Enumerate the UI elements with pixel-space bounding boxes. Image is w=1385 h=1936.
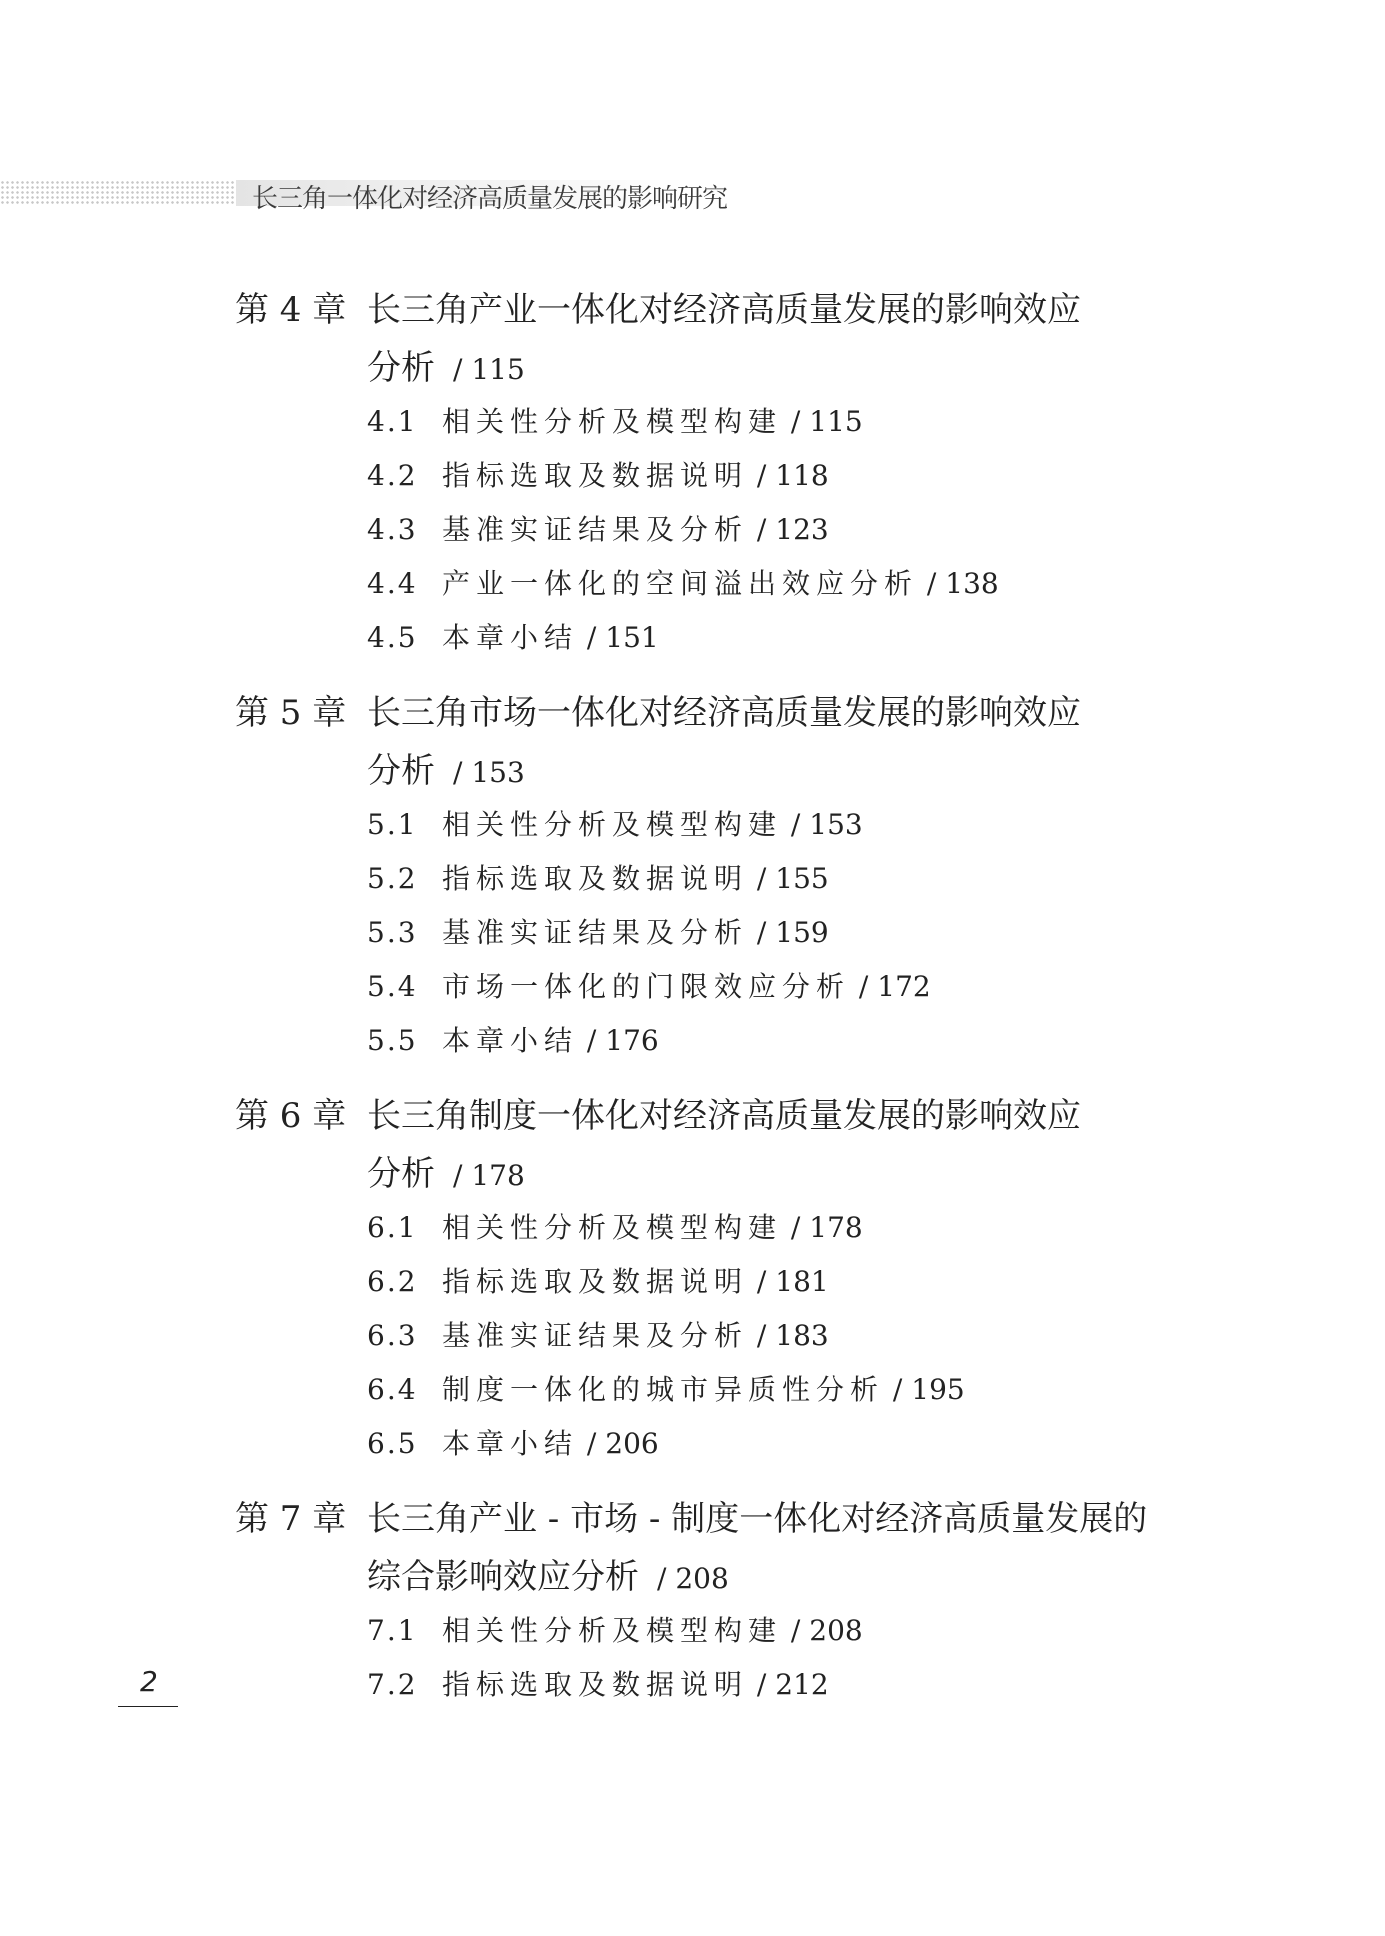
toc-entry[interactable]	[367, 1314, 829, 1354]
section-number: 6.1	[367, 1211, 418, 1244]
page-number-rule	[118, 1706, 178, 1707]
section-title: 指标选取及数据说明	[442, 1668, 749, 1701]
section-title: 本章小结	[442, 1024, 579, 1057]
toc-entry[interactable]	[367, 965, 931, 1005]
chapter-title[interactable]: 长三角制度一体化对经济高质量发展的影响效应	[367, 1096, 1081, 1136]
page-number: 2	[140, 1665, 158, 1698]
running-head: 长三角一体化对经济高质量发展的影响研究	[252, 184, 728, 214]
toc-entry[interactable]	[367, 454, 829, 494]
section-title: 制度一体化的城市异质性分析	[442, 1373, 885, 1406]
section-title: 本章小结	[442, 621, 579, 654]
section-title: 产业一体化的空间溢出效应分析	[442, 567, 919, 600]
section-page-ref: / 172	[858, 970, 931, 1003]
section-number: 4.1	[367, 405, 418, 438]
section-number: 5.2	[367, 862, 418, 895]
toc-entry[interactable]	[367, 1609, 863, 1649]
section-title: 相关性分析及模型构建	[442, 1211, 783, 1244]
chapter-label[interactable]: 第 6 章	[235, 1096, 347, 1136]
section-page-ref: / 178	[790, 1211, 863, 1244]
section-page-ref: / 159	[756, 916, 829, 949]
section-number: 7.2	[367, 1668, 418, 1701]
section-number: 6.5	[367, 1427, 418, 1460]
section-page-ref: / 176	[586, 1024, 659, 1057]
section-title: 指标选取及数据说明	[442, 862, 749, 895]
section-title: 基准实证结果及分析	[442, 513, 749, 546]
section-number: 6.2	[367, 1265, 418, 1298]
chapter-label[interactable]: 第 5 章	[235, 693, 347, 733]
section-number: 4.4	[367, 567, 418, 600]
chapter-label[interactable]: 第 4 章	[235, 290, 347, 330]
section-title: 本章小结	[442, 1427, 579, 1460]
section-title: 市场一体化的门限效应分析	[442, 970, 851, 1003]
section-number: 5.4	[367, 970, 418, 1003]
section-page-ref: / 181	[756, 1265, 829, 1298]
chapter-title[interactable]: 长三角市场一体化对经济高质量发展的影响效应	[367, 693, 1081, 733]
chapter-title-continued[interactable]: 分析 / 115	[367, 348, 525, 388]
chapter-title-continued[interactable]: 分析 / 153	[367, 751, 525, 791]
toc-entry[interactable]	[367, 1206, 863, 1246]
chapter-title[interactable]: 长三角产业一体化对经济高质量发展的影响效应	[367, 290, 1081, 330]
section-title: 相关性分析及模型构建	[442, 405, 783, 438]
section-number: 5.5	[367, 1024, 418, 1057]
section-number: 7.1	[367, 1614, 418, 1647]
section-title: 指标选取及数据说明	[442, 459, 749, 492]
toc-entry[interactable]	[367, 1368, 965, 1408]
section-number: 4.2	[367, 459, 418, 492]
section-page-ref: / 153	[790, 808, 863, 841]
chapter-label[interactable]: 第 7 章	[235, 1499, 347, 1539]
toc-entry[interactable]	[367, 616, 659, 656]
toc-entry[interactable]	[367, 1019, 659, 1059]
toc-entry[interactable]	[367, 803, 863, 843]
section-number: 6.4	[367, 1373, 418, 1406]
section-title: 基准实证结果及分析	[442, 916, 749, 949]
section-page-ref: / 115	[790, 405, 863, 438]
toc-entry[interactable]	[367, 562, 999, 602]
section-page-ref: / 206	[586, 1427, 659, 1460]
running-head-dot-band	[0, 180, 250, 206]
toc-entry[interactable]	[367, 400, 863, 440]
section-number: 5.1	[367, 808, 418, 841]
section-title: 基准实证结果及分析	[442, 1319, 749, 1352]
toc-entry[interactable]	[367, 1663, 829, 1703]
chapter-page-ref: / 115	[453, 353, 525, 386]
section-page-ref: / 123	[756, 513, 829, 546]
chapter-title-continued[interactable]: 分析 / 178	[367, 1154, 525, 1194]
section-page-ref: / 138	[926, 567, 999, 600]
section-page-ref: / 151	[586, 621, 659, 654]
chapter-title[interactable]: 长三角产业 - 市场 - 制度一体化对经济高质量发展的	[367, 1499, 1148, 1539]
section-page-ref: / 195	[892, 1373, 965, 1406]
section-number: 4.3	[367, 513, 418, 546]
toc-entry[interactable]	[367, 1260, 829, 1300]
section-number: 6.3	[367, 1319, 418, 1352]
chapter-title-continued[interactable]: 综合影响效应分析 / 208	[367, 1557, 729, 1597]
toc-entry[interactable]	[367, 508, 829, 548]
section-number: 4.5	[367, 621, 418, 654]
section-page-ref: / 208	[790, 1614, 863, 1647]
section-number: 5.3	[367, 916, 418, 949]
toc-entry[interactable]	[367, 857, 829, 897]
section-title: 相关性分析及模型构建	[442, 808, 783, 841]
toc-entry[interactable]	[367, 1422, 659, 1462]
chapter-page-ref: / 178	[453, 1159, 525, 1192]
section-page-ref: / 155	[756, 862, 829, 895]
section-page-ref: / 212	[756, 1668, 829, 1701]
section-title: 相关性分析及模型构建	[442, 1614, 783, 1647]
chapter-page-ref: / 208	[657, 1562, 729, 1595]
section-page-ref: / 183	[756, 1319, 829, 1352]
chapter-page-ref: / 153	[453, 756, 525, 789]
section-page-ref: / 118	[756, 459, 829, 492]
section-title: 指标选取及数据说明	[442, 1265, 749, 1298]
toc-entry[interactable]	[367, 911, 829, 951]
